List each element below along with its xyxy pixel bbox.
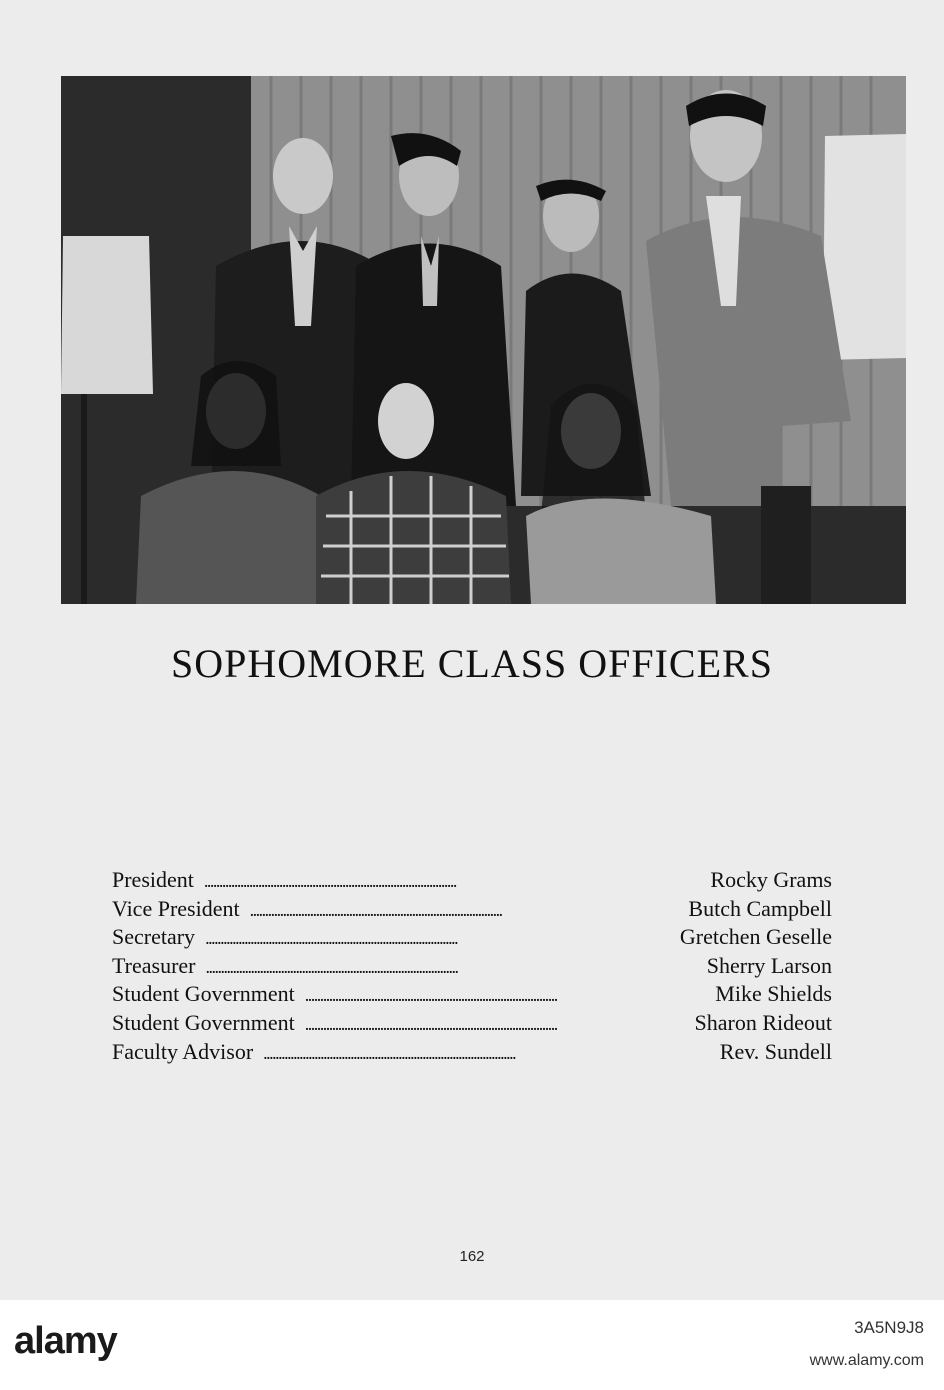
officer-name: Gretchen Geselle [679, 924, 832, 950]
officer-name: Sherry Larson [706, 952, 832, 978]
list-item [112, 1038, 832, 1067]
officer-name: Rev. Sundell [719, 1038, 832, 1064]
officer-list [112, 866, 832, 1066]
list-item [112, 1009, 832, 1038]
officer-role: Treasurer [112, 952, 196, 978]
list-item [112, 923, 832, 952]
dot-leader [206, 953, 707, 982]
officer-role: Faculty Advisor [112, 1038, 254, 1064]
list-item [112, 980, 832, 1009]
brand-logo: alamy [14, 1320, 117, 1362]
officer-name: Mike Shields [715, 981, 832, 1007]
dot-leader [305, 981, 716, 1010]
dot-leader [204, 867, 711, 896]
page-number: 162 [459, 1248, 485, 1265]
site-url: www.alamy.com [809, 1352, 924, 1369]
list-item [112, 895, 832, 924]
officer-role: President [112, 867, 194, 892]
image-id: 3A5N9J8 [854, 1318, 924, 1337]
officer-name: Rocky Grams [710, 867, 832, 892]
dot-leader [305, 1010, 695, 1039]
officer-role: Secretary [112, 924, 196, 950]
dot-leader [205, 924, 680, 953]
officer-role: Student Government [112, 1009, 295, 1035]
watermark-footer [0, 1300, 944, 1390]
list-item [112, 866, 832, 895]
officer-role: Vice President [112, 895, 240, 921]
group-photo [61, 76, 906, 604]
dot-leader [263, 1039, 720, 1068]
officer-name: Sharon Rideout [694, 1009, 832, 1035]
officer-role: Student Government [112, 981, 295, 1007]
officer-name: Butch Campbell [688, 895, 832, 921]
page-title: SOPHOMORE CLASS OFFICERS [171, 641, 773, 686]
list-item [112, 952, 832, 981]
dot-leader [250, 896, 689, 925]
